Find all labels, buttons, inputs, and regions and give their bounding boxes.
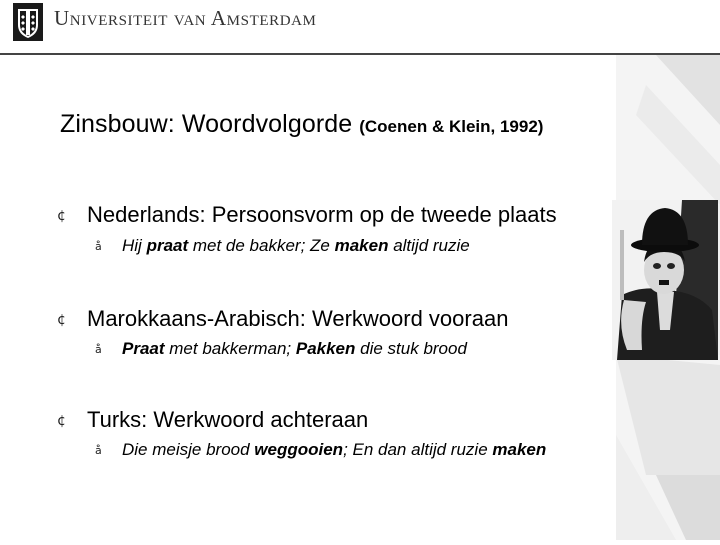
example-sentence (122, 440, 546, 460)
header (0, 0, 720, 54)
sub-bullet-icon: å (95, 343, 102, 356)
example-sentence (122, 236, 470, 256)
example-text: ; En dan altijd ruzie (343, 440, 493, 459)
example-text: Hij (122, 236, 147, 255)
example-text: met bakkerman; (164, 339, 296, 358)
bullet-text: Nederlands: Persoonsvorm op de tweede plaats (87, 202, 557, 227)
example-text: die stuk brood (355, 339, 467, 358)
example-text: met de bakker; Ze (188, 236, 335, 255)
bullet-icon: ¢ (57, 208, 66, 224)
slide-title (60, 110, 543, 139)
bullet-text: Marokkaans-Arabisch: Werkwoord vooraan (87, 306, 509, 331)
verb-emphasis: praat (146, 236, 189, 255)
university-name: Universiteit van Amsterdam (54, 6, 317, 30)
bullet-icon: ¢ (57, 312, 66, 328)
title-text: Zinsbouw: Woordvolgorde (60, 110, 353, 138)
example-text: altijd ruzie (388, 236, 470, 255)
example-sentence (122, 339, 467, 359)
verb-emphasis: maken (492, 440, 547, 459)
sub-bullet-icon: å (95, 240, 102, 253)
verb-emphasis: Pakken (295, 339, 356, 358)
bullet-text: Turks: Werkwoord achteraan (87, 407, 369, 432)
verb-emphasis: maken (334, 236, 389, 255)
example-text: Die meisje brood (122, 440, 255, 459)
charlie-chaplin-photo (612, 200, 718, 360)
header-divider (0, 53, 720, 55)
sub-bullet-icon: å (95, 444, 102, 457)
university-logo-icon (13, 3, 43, 41)
bullet-icon: ¢ (57, 413, 66, 429)
verb-emphasis: weggooien (254, 440, 344, 459)
title-citation: (Coenen & Klein, 1992) (359, 117, 544, 136)
verb-emphasis: Praat (122, 339, 165, 358)
